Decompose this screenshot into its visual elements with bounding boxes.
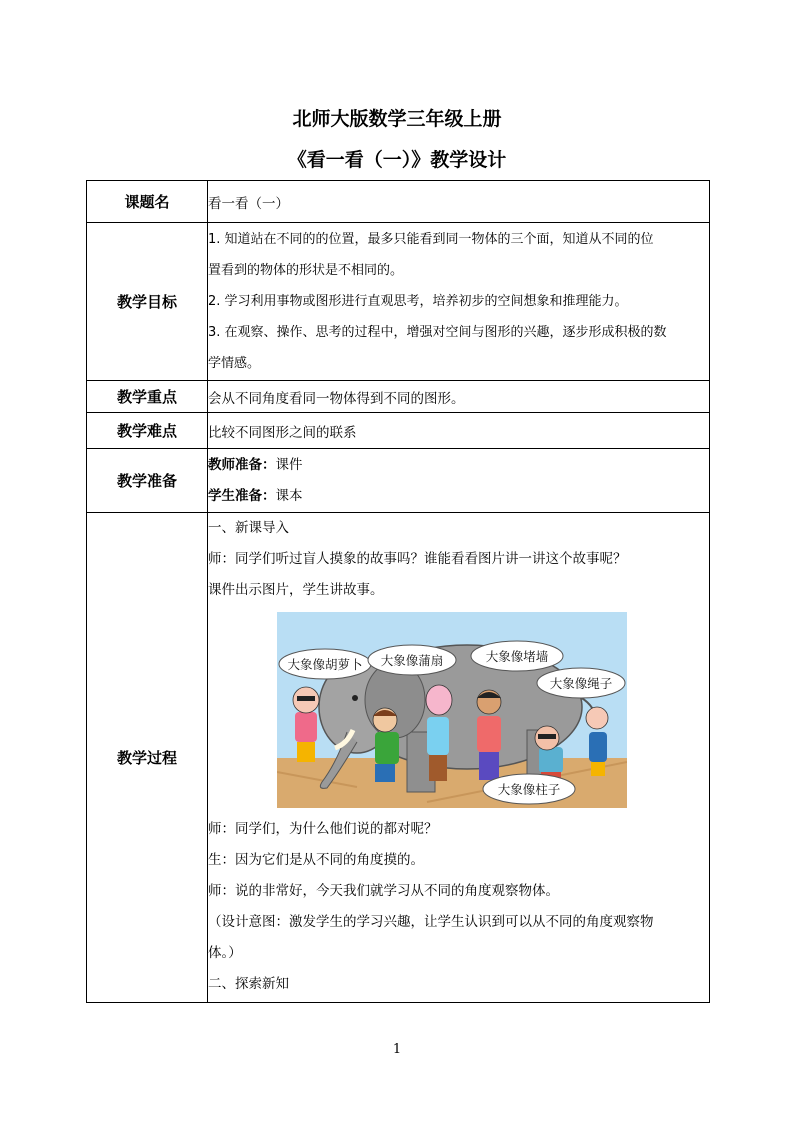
- page-number: 1: [392, 1042, 402, 1057]
- bubble-text: 大象像堵墙: [485, 649, 549, 664]
- thought-bubble: [279, 649, 371, 679]
- goals-line: 2. 学习利用事物或图形进行直观思考，培养初步的空间想象和推理能力。: [208, 294, 628, 309]
- thought-bubble: [471, 641, 563, 671]
- student-prep: [208, 481, 709, 512]
- teacher-prep-label: 教师准备：: [208, 456, 276, 473]
- row-difficulty: [87, 413, 710, 449]
- bubble-text: 大象像绳子: [549, 676, 613, 691]
- prep-label: 教学准备: [87, 449, 208, 513]
- bubble-text: 大象像胡萝卜: [287, 657, 363, 672]
- goals-label: 教学目标: [87, 223, 208, 381]
- goals-content: [208, 223, 710, 381]
- goals-line: 置看到的物体的形状是不相同的。: [208, 263, 404, 278]
- bubble-text: 大象像柱子: [497, 782, 561, 797]
- thought-bubble: [368, 645, 456, 675]
- bubble-text: 大象像蒲扇: [380, 653, 444, 668]
- key-point-label: 教学重点: [87, 381, 208, 413]
- row-key-point: [87, 381, 710, 413]
- blind-men-elephant-illustration: [277, 612, 627, 808]
- lesson-plan-table: [86, 180, 710, 1003]
- topic-value: 看一看（一）: [208, 181, 710, 223]
- difficulty-label: 教学难点: [87, 413, 208, 449]
- student-prep-label: 学生准备：: [208, 487, 276, 504]
- goals-line: 1. 知道站在不同的的位置，最多只能看到同一物体的三个面，知道从不同的位: [208, 232, 654, 247]
- process-line: 课件出示图片，学生讲故事。: [208, 582, 384, 598]
- process-line: 师：说的非常好，今天我们就学习从不同的角度观察物体。: [208, 883, 559, 899]
- process-line: 体。）: [208, 945, 242, 961]
- process-content: [208, 513, 710, 1003]
- prep-content: [208, 449, 710, 513]
- process-line: 生：因为它们是从不同的角度摸的。: [208, 852, 424, 868]
- thought-bubble: [483, 774, 575, 804]
- difficulty-value: 比较不同图形之间的联系: [208, 413, 710, 449]
- process-line: 二、探索新知: [208, 976, 289, 992]
- thought-bubble: [537, 668, 625, 698]
- process-line: 一、新课导入: [208, 520, 289, 536]
- document-title: 北师大版数学三年级上册: [292, 108, 502, 130]
- student-prep-value: 课本: [275, 487, 303, 504]
- row-prep: [87, 449, 710, 513]
- goals-line: 3. 在观察、操作、思考的过程中，增强对空间与图形的兴趣，逐步形成积极的数: [208, 325, 667, 340]
- teacher-prep-value: 课件: [275, 456, 303, 473]
- process-line: 师：同学们，为什么他们说的都对呢？: [208, 821, 438, 837]
- row-topic: [87, 181, 710, 223]
- process-line: 师：同学们听过盲人摸象的故事吗？谁能看看图片讲一讲这个故事呢？: [208, 551, 627, 567]
- process-label: 教学过程: [87, 513, 208, 1003]
- teacher-prep: [208, 450, 709, 481]
- row-process: [87, 513, 710, 1003]
- goals-line: 学情感。: [208, 356, 261, 371]
- topic-label: 课题名: [87, 181, 208, 223]
- document-subtitle: 《看一看（一）》教学设计: [287, 149, 507, 171]
- row-goals: [87, 223, 710, 381]
- key-point-value: 会从不同角度看同一物体得到不同的图形。: [208, 381, 710, 413]
- process-line: （设计意图：激发学生的学习兴趣，让学生认识到可以从不同的角度观察物: [208, 914, 654, 930]
